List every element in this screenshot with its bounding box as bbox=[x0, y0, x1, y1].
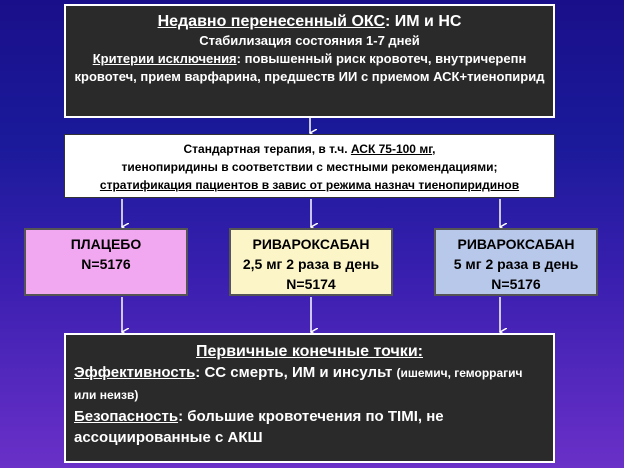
arm-rivaroxaban-2-5 bbox=[229, 228, 393, 296]
arm-dose: N=5176 bbox=[81, 256, 131, 272]
endpoints-box bbox=[64, 333, 555, 463]
safety-endpoint: Безопасность: большие кровотечения по TIMI, не ассоциированные с АКШ bbox=[74, 408, 444, 446]
inclusion-box bbox=[64, 4, 555, 118]
endpoints-title: Первичные конечные точки: bbox=[196, 343, 423, 360]
arm-placebo bbox=[24, 228, 188, 296]
arm-n: N=5176 bbox=[491, 276, 541, 292]
efficacy-endpoint: Эффективность: СС смерть, ИМ и инсульт (ишемич, геморрагич или неизв) bbox=[74, 364, 523, 402]
therapy-line-2: тиенопиридины в соответствии с местными рекомендациями; bbox=[121, 160, 498, 174]
arm-dose: 5 мг 2 раза в день bbox=[453, 256, 579, 272]
standard-therapy-box bbox=[64, 134, 555, 198]
arm-name: РИВАРОКСАБАН bbox=[252, 236, 370, 252]
arm-rivaroxaban-5 bbox=[434, 228, 598, 296]
therapy-line-1: Стандартная терапия, в т.ч. АСК 75-100 мг, bbox=[183, 142, 436, 156]
arm-dose: 2,5 мг 2 раза в день bbox=[242, 256, 380, 272]
arm-n: N=5174 bbox=[286, 276, 336, 292]
inclusion-title: Недавно перенесенный ОКС: ИМ и НС bbox=[157, 13, 462, 30]
arm-name: РИВАРОКСАБАН bbox=[457, 236, 575, 252]
exclusion-criteria: Критерии исключения: повышенный риск кровотеч, внутричерепн кровотеч, прием варфарина, предшеств ИИ с приемом АСК+тиенопирид bbox=[74, 51, 545, 84]
arm-name: ПЛАЦЕБО bbox=[70, 236, 142, 252]
stabilization-text: Стабилизация состояния 1-7 дней bbox=[199, 33, 420, 48]
therapy-line-3: стратификация пациентов в завис от режима назнач тиенопиридинов bbox=[99, 178, 520, 192]
